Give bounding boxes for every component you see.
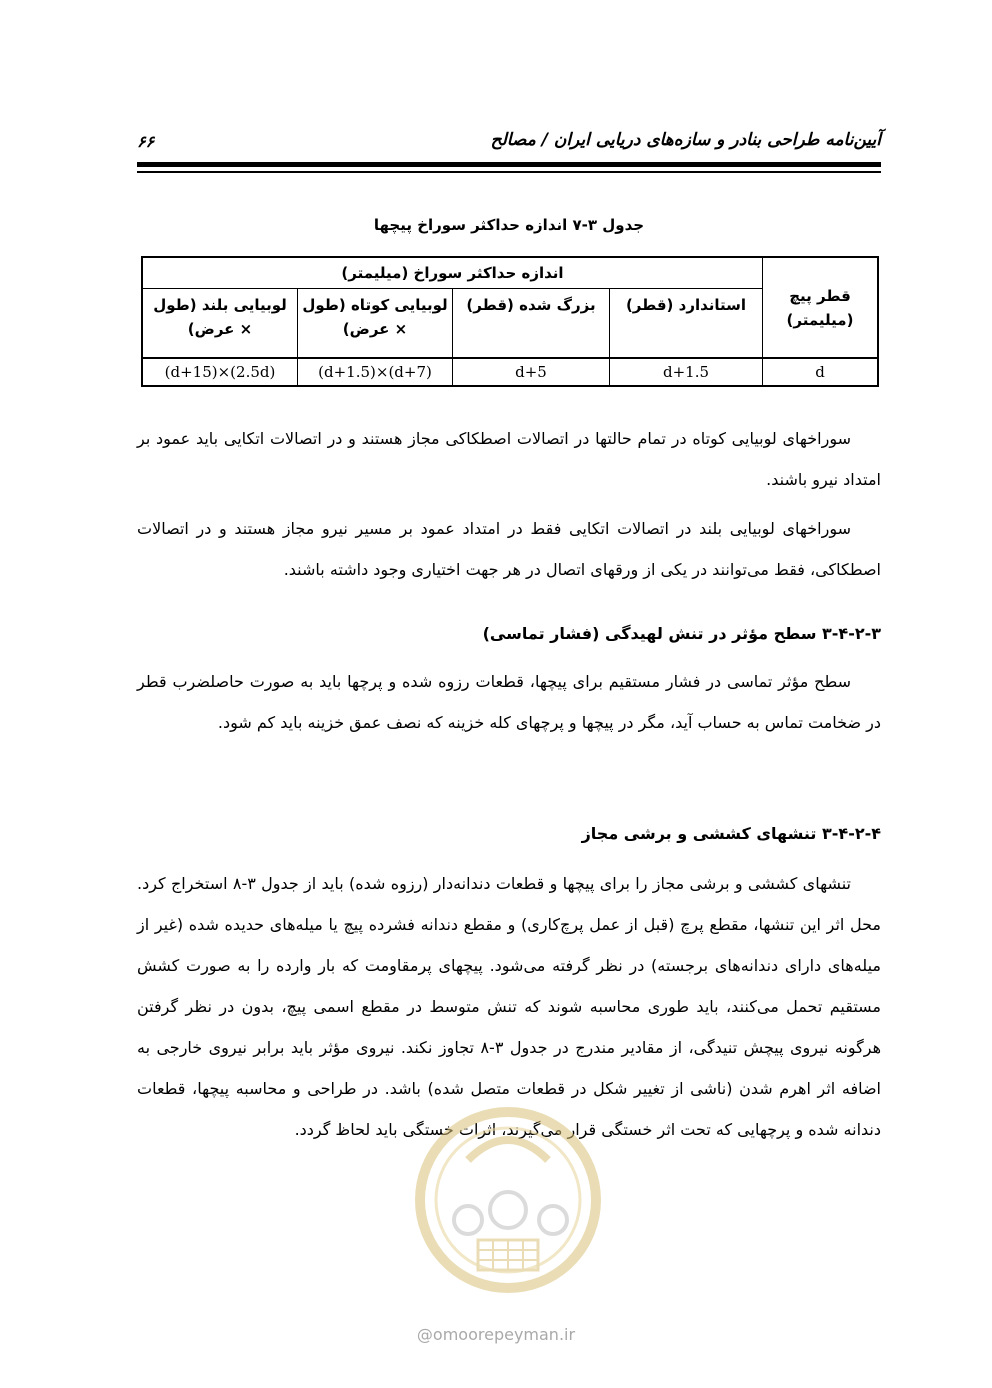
- page-header: [137, 118, 881, 158]
- watermark-url: @omoorepeyman.ir: [416, 1325, 576, 1344]
- table-caption: جدول ۳-۷ اندازه حداکثر سوراخ پیچها: [373, 216, 645, 234]
- bolt-diameter-header: قطر پیچ (میلیمتر): [763, 257, 879, 358]
- paragraph-2: سوراخهای لوبیایی بلند در اتصالات اتکایی فقط در امتداد عمود بر مسیر نیرو مجاز هستند و در اتصالات اصطکاکی، فقط می‌توانند در یکی از ورقهای اتصال در هر جهت اختیاری وجود داشته باشند.: [137, 519, 881, 579]
- watermark-seal-icon: [408, 1100, 608, 1310]
- page-number: ۶۶: [137, 132, 155, 151]
- col-long-slot: لوبیایی بلند (طول × عرض): [142, 289, 298, 359]
- paragraph-3: سطح مؤثر تماسی در فشار مستقیم برای پیچها، قطعات رزوه شده و پرچها باید به صورت حاصلضرب قطر در ضخامت تماس به حساب آید، مگر در پیچها و پرچهای کله خزینه که نصف عمق خزینه باید کم شود.: [137, 672, 881, 732]
- cell-oversized: d+5: [453, 358, 610, 386]
- header-rule-thick: [137, 162, 881, 167]
- cell-bolt-diameter: d: [763, 358, 879, 386]
- section-heading-3-4-2-3: ۳-۴-۲-۳ سطح مؤثر در تنش لهیدگی (فشار تماسی): [482, 624, 881, 643]
- cell-short-slot: (d+1.5)×(d+7): [298, 358, 453, 386]
- col-standard: استاندارد (قطر): [610, 289, 763, 359]
- paragraph-4: تنشهای کششی و برشی مجاز را برای پیچها و قطعات دندانه‌دار (رزوه شده) باید از جدول ۳-۸ استخراج کرد. محل اثر این تنشها، مقطع پرچ (قبل از عمل پرچ‌کاری) و مقطع دندانه فشرده پیچ یا میله‌های حدیده شده (غیر از میله‌های دارای دندانه‌های برجسته) در نظر گرفته می‌شود. پیچهای پرمقاومت که بار وارده را به صورت کشش مستقیم تحمل می‌کنند، باید طوری محاسبه شوند که تنش متوسط در مقطع اسمی پیچ، بدون در نظر گرفتن هرگونه نیروی پیچش تنیدگی، از مقادیر مندرج در جدول ۳-۸ تجاوز نکند. نیروی مؤثر باید برابر نیروی خارجی به اضافه اثر اهرم شدن (ناشی از تغییر شکل در قطعات متصل شده) باشد. در طراحی و محاسبه پیچها، قطعات دندانه شده و پرچهایی که تحت اثر خستگی قرار می‌گیرند، اثرات خستگی باید لحاظ گردد.: [137, 874, 882, 1139]
- table-row: [142, 358, 878, 386]
- cell-standard: d+1.5: [610, 358, 763, 386]
- col-short-slot: لوبیایی کوتاه (طول × عرض): [298, 289, 453, 359]
- col-oversized: بزرگ شده (قطر): [453, 289, 610, 359]
- bolt-hole-table: [141, 256, 879, 387]
- running-title: آیین‌نامه طراحی بنادر و سازه‌های دریایی ایران / مصالح: [490, 130, 881, 150]
- section-heading-3-4-2-4: ۳-۴-۲-۴ تنشهای کششی و برشی مجاز: [581, 824, 881, 843]
- header-rule-thin: [137, 171, 881, 173]
- paragraph-1: سوراخهای لوبیایی کوتاه در تمام حالتها در اتصالات اصطکاکی مجاز هستند و در اتصالات اتکایی باید عمود بر امتداد نیرو باشند.: [137, 429, 881, 489]
- max-hole-size-header: اندازه حداکثر سوراخ (میلیمتر): [142, 257, 763, 289]
- cell-long-slot: (d+15)×(2.5d): [142, 358, 298, 386]
